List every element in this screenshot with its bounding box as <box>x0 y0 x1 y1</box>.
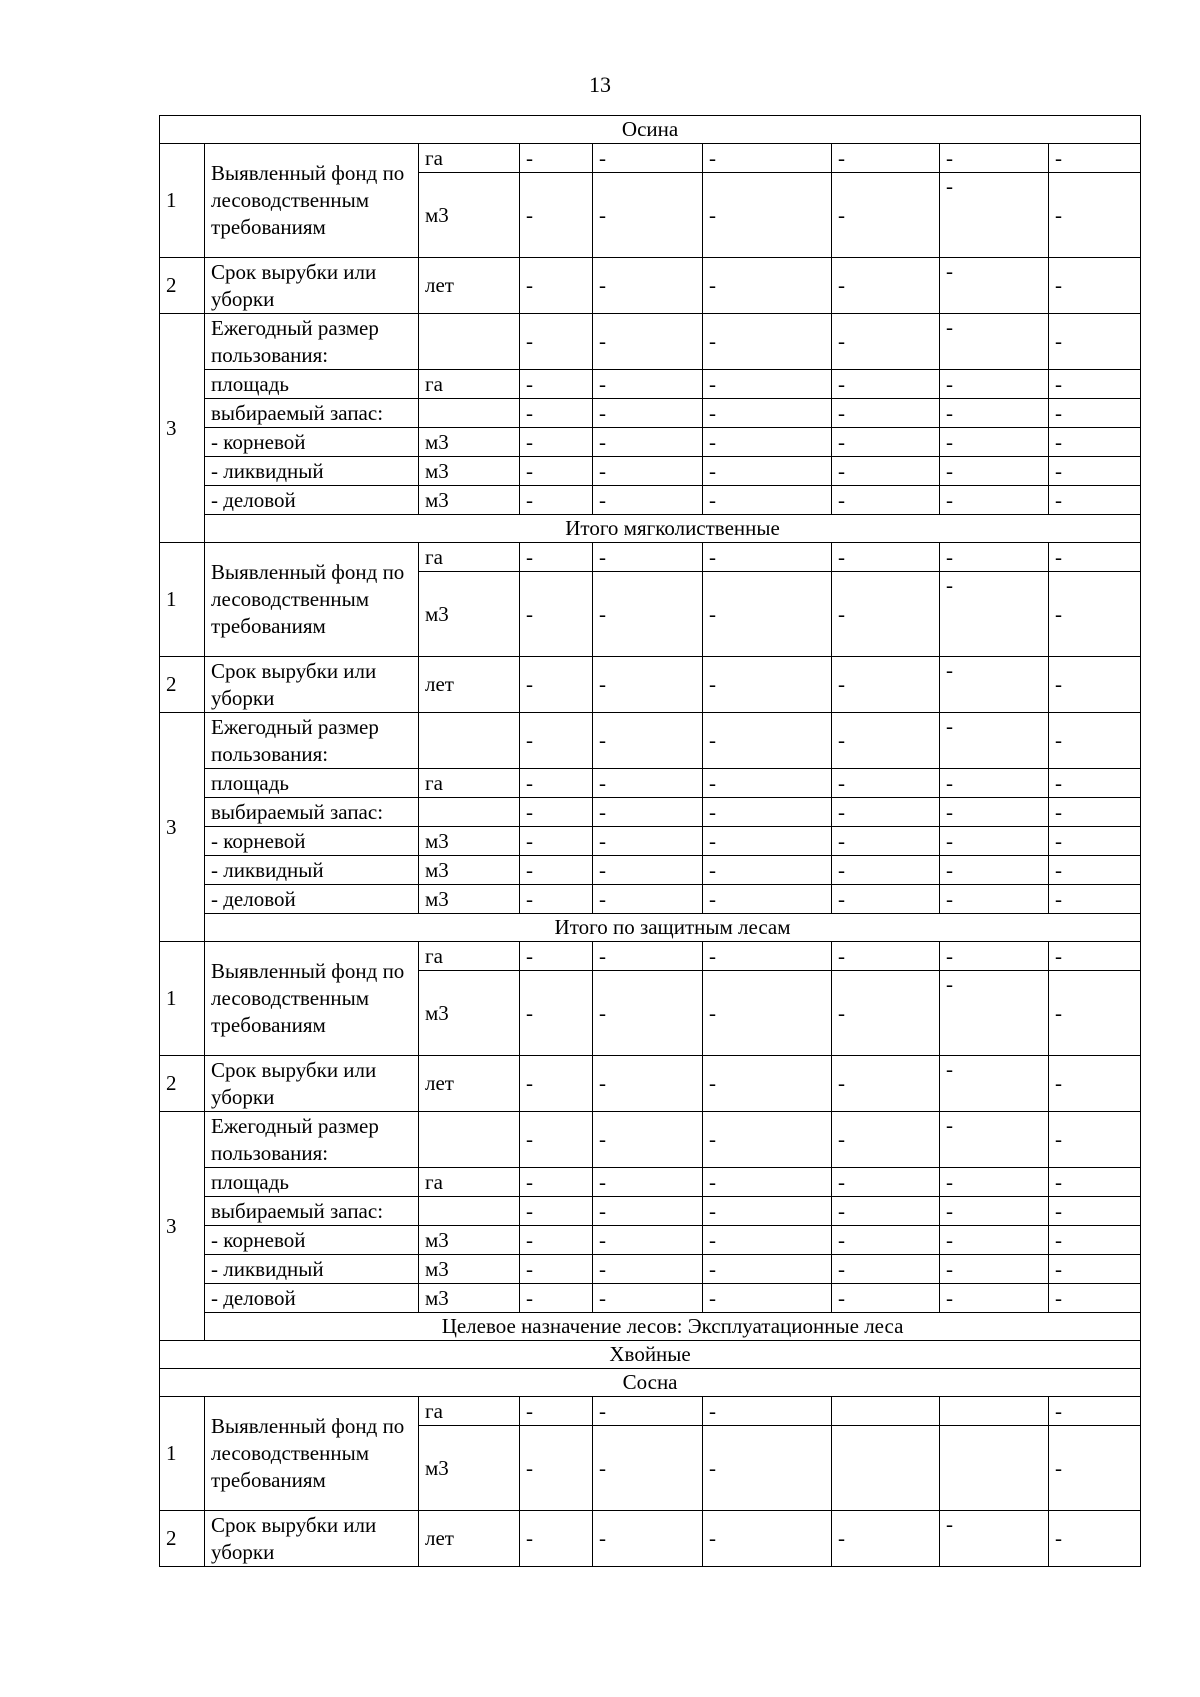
unit-cell: лет <box>419 1056 520 1112</box>
indicator-name: Ежегодный размер пользования: <box>205 314 419 370</box>
value-cell: - <box>593 173 703 258</box>
unit-cell: га <box>419 370 520 399</box>
value-cell: - <box>520 1226 593 1255</box>
table-row <box>160 1168 1141 1197</box>
value-cell: - <box>520 399 593 428</box>
value-cell: - <box>832 713 940 769</box>
table-row <box>160 657 1141 713</box>
value-cell: - <box>593 1197 703 1226</box>
value-cell: - <box>832 1197 940 1226</box>
value-cell: - <box>520 1168 593 1197</box>
unit-cell: м3 <box>419 173 520 258</box>
value-cell: - <box>593 798 703 827</box>
value-cell: - <box>520 713 593 769</box>
page-number: 13 <box>589 72 611 97</box>
value-cell: - <box>703 713 832 769</box>
indicator-name: Выявленный фонд по лесоводственным требованиям <box>205 1397 419 1511</box>
value-cell: - <box>832 314 940 370</box>
indicator-name: - корневой <box>205 1226 419 1255</box>
table-row <box>160 1511 1141 1567</box>
value-cell: - <box>593 1112 703 1168</box>
indicator-name: - ликвидный <box>205 1255 419 1284</box>
unit-cell <box>419 314 520 370</box>
indicator-name: Срок вырубки или уборки <box>205 258 419 314</box>
value-cell: - <box>593 769 703 798</box>
value-cell: - <box>940 1112 1049 1168</box>
value-cell: - <box>1049 971 1141 1056</box>
indicator-name: площадь <box>205 370 419 399</box>
value-cell: - <box>520 370 593 399</box>
value-cell: - <box>940 258 1049 314</box>
value-cell: - <box>940 942 1049 971</box>
value-cell: - <box>940 314 1049 370</box>
value-cell: - <box>703 543 832 572</box>
value-cell: - <box>1049 1284 1141 1313</box>
value-cell: - <box>703 399 832 428</box>
value-cell: - <box>940 1168 1049 1197</box>
table-row <box>160 942 1141 971</box>
value-cell: - <box>520 1426 593 1511</box>
indicator-name: Срок вырубки или уборки <box>205 1511 419 1567</box>
value-cell: - <box>832 457 940 486</box>
section-title: Итого по защитным лесам <box>205 914 1141 942</box>
row-number: 1 <box>160 144 205 258</box>
value-cell: - <box>593 144 703 173</box>
value-cell: - <box>1049 457 1141 486</box>
value-cell: - <box>1049 657 1141 713</box>
value-cell: - <box>593 457 703 486</box>
unit-cell: м3 <box>419 1284 520 1313</box>
value-cell: - <box>593 1284 703 1313</box>
value-cell: - <box>940 457 1049 486</box>
table-row <box>160 798 1141 827</box>
value-cell: - <box>1049 856 1141 885</box>
table-row <box>160 399 1141 428</box>
table-row <box>160 428 1141 457</box>
indicator-name: Выявленный фонд по лесоводственным требованиям <box>205 543 419 657</box>
value-cell: - <box>593 713 703 769</box>
table-row <box>160 314 1141 370</box>
value-cell: - <box>520 1112 593 1168</box>
section-title: Целевое назначение лесов: Эксплуатационные леса <box>205 1313 1141 1341</box>
indicator-name: Срок вырубки или уборки <box>205 1056 419 1112</box>
value-cell: - <box>520 457 593 486</box>
value-cell: - <box>832 1226 940 1255</box>
value-cell: - <box>520 885 593 914</box>
table-row <box>160 1397 1141 1426</box>
value-cell: - <box>703 1397 832 1426</box>
value-cell: - <box>940 856 1049 885</box>
value-cell: - <box>1049 370 1141 399</box>
unit-cell: м3 <box>419 572 520 657</box>
value-cell: - <box>1049 173 1141 258</box>
value-cell: - <box>1049 399 1141 428</box>
value-cell: - <box>703 457 832 486</box>
value-cell: - <box>940 543 1049 572</box>
row-number: 3 <box>160 314 205 543</box>
row-number: 2 <box>160 657 205 713</box>
table-row <box>160 457 1141 486</box>
row-number: 3 <box>160 1112 205 1341</box>
unit-cell: га <box>419 942 520 971</box>
value-cell: - <box>703 144 832 173</box>
unit-cell: м3 <box>419 885 520 914</box>
indicator-name: - ликвидный <box>205 457 419 486</box>
value-cell: - <box>593 543 703 572</box>
row-number: 1 <box>160 942 205 1056</box>
indicator-name: - корневой <box>205 428 419 457</box>
value-cell: - <box>520 543 593 572</box>
indicator-name: Выявленный фонд по лесоводственным требованиям <box>205 144 419 258</box>
value-cell: - <box>520 144 593 173</box>
value-cell: - <box>1049 144 1141 173</box>
value-cell: - <box>593 1397 703 1426</box>
value-cell: - <box>703 1226 832 1255</box>
value-cell: - <box>593 314 703 370</box>
value-cell: - <box>940 769 1049 798</box>
unit-cell: м3 <box>419 856 520 885</box>
table-row <box>160 486 1141 515</box>
value-cell: - <box>703 314 832 370</box>
value-cell: - <box>520 1511 593 1567</box>
indicator-name: Ежегодный размер пользования: <box>205 1112 419 1168</box>
indicator-name: выбираемый запас: <box>205 1197 419 1226</box>
table-row <box>160 856 1141 885</box>
indicator-name: - ликвидный <box>205 856 419 885</box>
value-cell: - <box>832 856 940 885</box>
indicator-name: площадь <box>205 769 419 798</box>
value-cell: - <box>940 486 1049 515</box>
value-cell: - <box>520 572 593 657</box>
value-cell: - <box>520 856 593 885</box>
value-cell: - <box>703 486 832 515</box>
value-cell: - <box>593 971 703 1056</box>
section-header-row <box>160 1341 1141 1369</box>
value-cell: - <box>832 769 940 798</box>
value-cell: - <box>703 173 832 258</box>
value-cell: - <box>520 258 593 314</box>
table-row <box>160 713 1141 769</box>
section-title: Хвойные <box>160 1341 1141 1369</box>
value-cell: - <box>703 1056 832 1112</box>
value-cell: - <box>1049 1056 1141 1112</box>
value-cell: - <box>1049 428 1141 457</box>
unit-cell: лет <box>419 1511 520 1567</box>
value-cell: - <box>940 399 1049 428</box>
value-cell: - <box>703 258 832 314</box>
value-cell: - <box>1049 1226 1141 1255</box>
section-title: Осина <box>160 116 1141 144</box>
value-cell: - <box>703 769 832 798</box>
value-cell: - <box>593 399 703 428</box>
value-cell: - <box>703 1426 832 1511</box>
value-cell: - <box>593 486 703 515</box>
value-cell: - <box>832 798 940 827</box>
value-cell: - <box>940 1226 1049 1255</box>
unit-cell <box>419 1112 520 1168</box>
value-cell: - <box>832 827 940 856</box>
value-cell: - <box>520 1397 593 1426</box>
value-cell: - <box>1049 769 1141 798</box>
value-cell: - <box>1049 314 1141 370</box>
value-cell: - <box>593 827 703 856</box>
value-cell: - <box>593 1511 703 1567</box>
indicator-name: выбираемый запас: <box>205 798 419 827</box>
value-cell: - <box>520 428 593 457</box>
section-title: Итого мягколиственные <box>205 515 1141 543</box>
row-number: 1 <box>160 1397 205 1511</box>
unit-cell: м3 <box>419 486 520 515</box>
value-cell: - <box>940 1511 1049 1567</box>
value-cell: - <box>832 1511 940 1567</box>
value-cell: - <box>593 657 703 713</box>
value-cell: - <box>703 971 832 1056</box>
value-cell: - <box>593 572 703 657</box>
value-cell: - <box>832 572 940 657</box>
value-cell: - <box>832 942 940 971</box>
value-cell: - <box>520 657 593 713</box>
value-cell: - <box>940 428 1049 457</box>
unit-cell: м3 <box>419 457 520 486</box>
table-row <box>160 1226 1141 1255</box>
value-cell: - <box>940 1197 1049 1226</box>
value-cell: - <box>703 657 832 713</box>
value-cell: - <box>593 885 703 914</box>
unit-cell: м3 <box>419 1226 520 1255</box>
table-row <box>160 1056 1141 1112</box>
value-cell: - <box>593 1056 703 1112</box>
value-cell <box>940 1426 1049 1511</box>
value-cell: - <box>520 1197 593 1226</box>
value-cell <box>832 1426 940 1511</box>
table-row <box>160 144 1141 173</box>
value-cell: - <box>1049 1397 1141 1426</box>
indicator-name: Срок вырубки или уборки <box>205 657 419 713</box>
value-cell: - <box>520 486 593 515</box>
table-row <box>160 827 1141 856</box>
value-cell: - <box>1049 1197 1141 1226</box>
table-row <box>160 1284 1141 1313</box>
row-number: 1 <box>160 543 205 657</box>
value-cell: - <box>832 657 940 713</box>
value-cell: - <box>593 856 703 885</box>
table-row <box>160 885 1141 914</box>
section-header-row <box>160 914 1141 942</box>
value-cell: - <box>1049 942 1141 971</box>
value-cell: - <box>940 370 1049 399</box>
value-cell: - <box>520 1056 593 1112</box>
value-cell: - <box>1049 1426 1141 1511</box>
value-cell: - <box>1049 572 1141 657</box>
value-cell: - <box>520 769 593 798</box>
table-row <box>160 1255 1141 1284</box>
table-row <box>160 370 1141 399</box>
unit-cell: га <box>419 1397 520 1426</box>
value-cell: - <box>940 657 1049 713</box>
unit-cell: га <box>419 144 520 173</box>
value-cell: - <box>703 1168 832 1197</box>
table-row <box>160 543 1141 572</box>
value-cell: - <box>593 1168 703 1197</box>
value-cell: - <box>940 713 1049 769</box>
value-cell: - <box>940 798 1049 827</box>
value-cell: - <box>832 258 940 314</box>
section-header-row <box>160 116 1141 144</box>
value-cell: - <box>593 1255 703 1284</box>
unit-cell <box>419 399 520 428</box>
value-cell: - <box>1049 1255 1141 1284</box>
value-cell: - <box>1049 885 1141 914</box>
row-number: 2 <box>160 258 205 314</box>
value-cell: - <box>832 173 940 258</box>
value-cell: - <box>940 885 1049 914</box>
value-cell: - <box>832 370 940 399</box>
table-row <box>160 1197 1141 1226</box>
value-cell: - <box>520 971 593 1056</box>
table-row <box>160 769 1141 798</box>
value-cell: - <box>520 1284 593 1313</box>
value-cell: - <box>593 258 703 314</box>
section-title: Сосна <box>160 1369 1141 1397</box>
unit-cell: га <box>419 543 520 572</box>
value-cell <box>940 1397 1049 1426</box>
value-cell: - <box>703 827 832 856</box>
value-cell: - <box>703 856 832 885</box>
value-cell: - <box>1049 827 1141 856</box>
value-cell: - <box>1049 258 1141 314</box>
value-cell: - <box>832 1112 940 1168</box>
unit-cell <box>419 798 520 827</box>
value-cell: - <box>703 1511 832 1567</box>
value-cell: - <box>832 885 940 914</box>
value-cell: - <box>520 798 593 827</box>
value-cell: - <box>520 314 593 370</box>
value-cell: - <box>832 1168 940 1197</box>
value-cell: - <box>1049 713 1141 769</box>
row-number: 2 <box>160 1056 205 1112</box>
unit-cell: га <box>419 1168 520 1197</box>
row-number: 2 <box>160 1511 205 1567</box>
indicator-name: - деловой <box>205 885 419 914</box>
indicator-name: - корневой <box>205 827 419 856</box>
unit-cell: м3 <box>419 1255 520 1284</box>
indicator-name: - деловой <box>205 486 419 515</box>
value-cell: - <box>832 971 940 1056</box>
value-cell: - <box>593 370 703 399</box>
value-cell: - <box>703 798 832 827</box>
value-cell: - <box>703 1284 832 1313</box>
row-number: 3 <box>160 713 205 942</box>
value-cell: - <box>940 173 1049 258</box>
table-row <box>160 1112 1141 1168</box>
value-cell: - <box>520 942 593 971</box>
indicator-name: - деловой <box>205 1284 419 1313</box>
unit-cell: лет <box>419 258 520 314</box>
value-cell: - <box>940 827 1049 856</box>
indicator-name: Выявленный фонд по лесоводственным требованиям <box>205 942 419 1056</box>
value-cell: - <box>1049 798 1141 827</box>
value-cell: - <box>832 1284 940 1313</box>
value-cell: - <box>940 1284 1049 1313</box>
value-cell: - <box>1049 543 1141 572</box>
value-cell: - <box>593 428 703 457</box>
value-cell: - <box>940 971 1049 1056</box>
value-cell: - <box>593 1226 703 1255</box>
value-cell: - <box>520 173 593 258</box>
value-cell: - <box>832 543 940 572</box>
value-cell: - <box>703 1255 832 1284</box>
unit-cell: м3 <box>419 971 520 1056</box>
value-cell: - <box>1049 1168 1141 1197</box>
indicator-name: площадь <box>205 1168 419 1197</box>
section-header-row <box>160 515 1141 543</box>
value-cell: - <box>1049 1511 1141 1567</box>
value-cell: - <box>703 572 832 657</box>
value-cell: - <box>832 1056 940 1112</box>
value-cell: - <box>832 486 940 515</box>
value-cell: - <box>832 428 940 457</box>
unit-cell: м3 <box>419 1426 520 1511</box>
value-cell: - <box>520 827 593 856</box>
value-cell <box>832 1397 940 1426</box>
value-cell: - <box>940 1255 1049 1284</box>
value-cell: - <box>1049 1112 1141 1168</box>
value-cell: - <box>703 885 832 914</box>
value-cell: - <box>832 399 940 428</box>
value-cell: - <box>703 1197 832 1226</box>
unit-cell: м3 <box>419 827 520 856</box>
value-cell: - <box>593 942 703 971</box>
unit-cell: лет <box>419 657 520 713</box>
unit-cell: га <box>419 769 520 798</box>
value-cell: - <box>593 1426 703 1511</box>
table-row <box>160 258 1141 314</box>
forest-use-table <box>159 115 1141 1567</box>
value-cell: - <box>832 144 940 173</box>
section-header-row <box>160 1313 1141 1341</box>
value-cell: - <box>703 1112 832 1168</box>
value-cell: - <box>832 1255 940 1284</box>
value-cell: - <box>703 370 832 399</box>
value-cell: - <box>1049 486 1141 515</box>
value-cell: - <box>940 1056 1049 1112</box>
value-cell: - <box>940 144 1049 173</box>
indicator-name: Ежегодный размер пользования: <box>205 713 419 769</box>
section-header-row <box>160 1369 1141 1397</box>
value-cell: - <box>940 572 1049 657</box>
unit-cell: м3 <box>419 428 520 457</box>
unit-cell <box>419 713 520 769</box>
value-cell: - <box>703 942 832 971</box>
value-cell: - <box>520 1255 593 1284</box>
value-cell: - <box>703 428 832 457</box>
unit-cell <box>419 1197 520 1226</box>
indicator-name: выбираемый запас: <box>205 399 419 428</box>
